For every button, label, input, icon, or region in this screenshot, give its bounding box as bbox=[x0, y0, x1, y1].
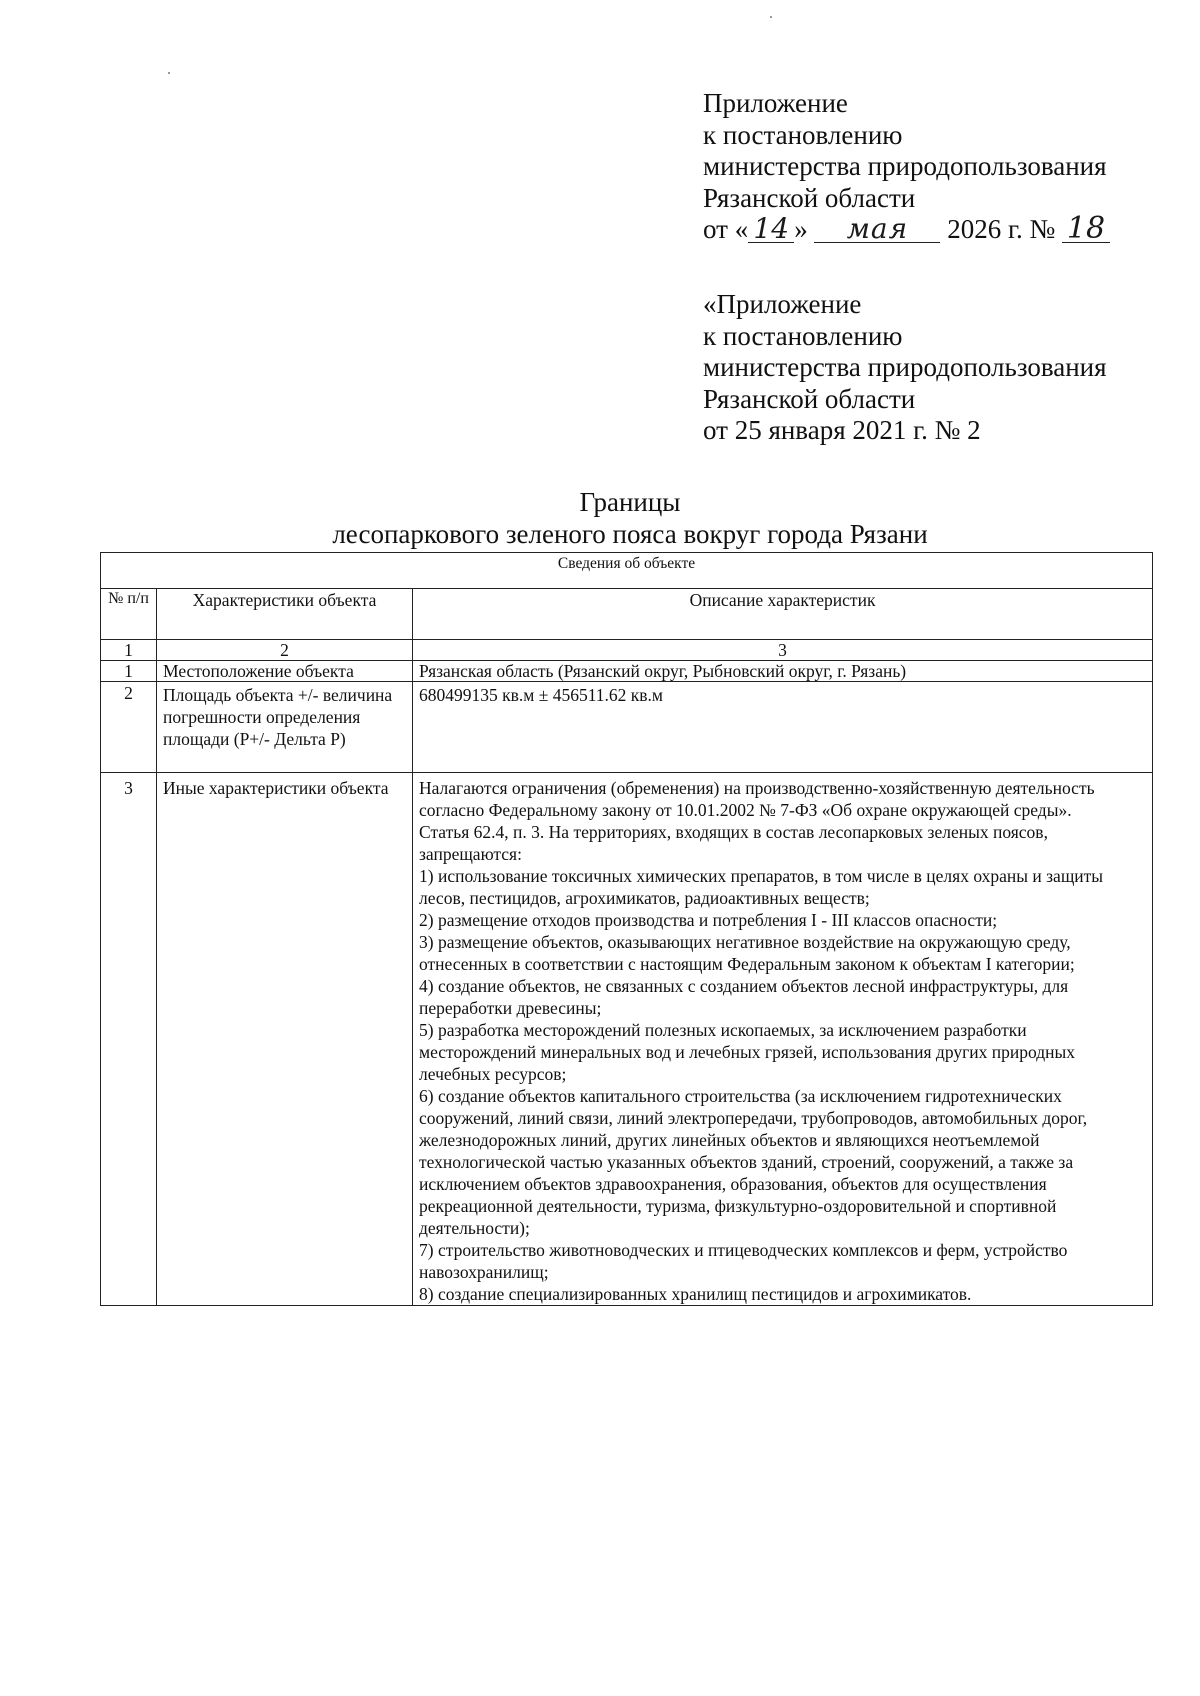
scan-speck bbox=[168, 72, 170, 74]
description-paragraph: Статья 62.4, п. 3. На территориях, входящих в состав лесопарковых зеленых поясов, запрещаются: bbox=[419, 822, 1048, 864]
document-subtitle: лесопаркового зеленого пояса вокруг города Рязани bbox=[332, 519, 928, 549]
table-header-row bbox=[101, 589, 1153, 640]
restriction-item: 3) размещение объектов, оказывающих негативное воздействие на окружающую среду, отнесенных в соответствии с настоящим Федеральным законом к объектам I категории; bbox=[419, 932, 1075, 974]
approval-line: от 25 января 2021 г. № 2 bbox=[703, 415, 981, 445]
header-description: Описание характеристик bbox=[413, 589, 1153, 640]
restriction-item: 2) размещение отходов производства и потребления I - III классов опасности; bbox=[419, 910, 998, 930]
row-characteristic: Местоположение объекта bbox=[157, 661, 413, 682]
column-number: 3 bbox=[413, 640, 1153, 661]
approval-line: к постановлению bbox=[703, 320, 903, 351]
description-paragraph: Налагаются ограничения (обременения) на производственно-хозяйственную деятельность согласно Федеральному закону от 10.01.2002 № 7-ФЗ «Об охране окружающей среды». bbox=[419, 778, 1095, 820]
table-row bbox=[101, 682, 1153, 773]
scan-speck bbox=[770, 16, 772, 18]
restriction-item: 6) создание объектов капитального строительства (за исключением гидротехнических сооружений, линий связи, линий электропередачи, трубопроводов, автомобильных дорог, железнодорожных линий, других линейных объектов и являющихся неотъемлемой технологической частью указанных объектов зданий, строений, сооружений, а также за исключением объектов здравоохранения, образования, объектов для осуществления рекреационной деятельности, туризма, физкультурно-оздоровительной и спортивной деятельности); bbox=[419, 1086, 1088, 1238]
row-characteristic: Иные характеристики объекта bbox=[157, 773, 413, 1306]
approval-line: «Приложение bbox=[703, 289, 862, 319]
table-row bbox=[101, 661, 1153, 682]
handwritten-month: мая bbox=[814, 216, 940, 243]
date-year: 2026 г. № bbox=[947, 214, 1056, 244]
restriction-item: 5) разработка месторождений полезных ископаемых, за исключением разработки месторождений минеральных вод и лечебных грязей, использования других природных лечебных ресурсов; bbox=[419, 1020, 1076, 1084]
row-description: Рязанская область (Рязанский округ, Рыбновский округ, г. Рязань) bbox=[413, 661, 1153, 682]
row-characteristic: Площадь объекта +/- величина погрешности определения площади (P+/- Дельта P) bbox=[157, 682, 413, 773]
approval-date-line bbox=[703, 211, 1110, 246]
restriction-item: 7) строительство животноводческих и птицеводческих комплексов и ферм, устройство навозохранилищ; bbox=[419, 1240, 1068, 1282]
row-description: 680499135 кв.м ± 456511.62 кв.м bbox=[413, 682, 1153, 773]
approval-line: к постановлению bbox=[703, 119, 903, 150]
table-row bbox=[101, 773, 1153, 1306]
approval-line: Рязанской области bbox=[703, 182, 916, 213]
approval-line: Приложение bbox=[703, 88, 848, 118]
table-caption-row bbox=[101, 553, 1153, 589]
header-num: № п/п bbox=[101, 589, 157, 640]
restriction-item: 4) создание объектов, не связанных с созданием объектов лесной инфраструктуры, для переработки древесины; bbox=[419, 976, 1069, 1018]
approval-block-previous bbox=[703, 289, 1107, 447]
row-number: 1 bbox=[101, 661, 157, 682]
approval-line: министерства природопользования bbox=[703, 352, 1107, 382]
row-description bbox=[413, 773, 1153, 1306]
document-title: Границы bbox=[579, 487, 681, 517]
approval-line: министерства природопользования bbox=[703, 151, 1107, 181]
restriction-item: 1) использование токсичных химических препаратов, в том числе в целях охраны и защиты лесов, пестицидов, агрохимикатов, радиоактивных веществ; bbox=[419, 866, 1104, 908]
row-number: 3 bbox=[101, 773, 157, 1306]
date-prefix: от « bbox=[703, 214, 749, 244]
column-number: 2 bbox=[157, 640, 413, 661]
column-number-row bbox=[101, 640, 1153, 661]
approval-block-current bbox=[703, 88, 1110, 246]
row-number: 2 bbox=[101, 682, 157, 773]
column-number: 1 bbox=[101, 640, 157, 661]
handwritten-number: 18 bbox=[1062, 216, 1110, 243]
object-info-table bbox=[100, 552, 1153, 1306]
table-caption: Сведения об объекте bbox=[101, 553, 1153, 589]
header-characteristic: Характеристики объекта bbox=[157, 589, 413, 640]
restriction-item: 8) создание специализированных хранилищ пестицидов и агрохимикатов. bbox=[419, 1284, 972, 1304]
approval-line: Рязанской области bbox=[703, 383, 916, 414]
date-mid: » bbox=[794, 214, 808, 244]
handwritten-day: 14 bbox=[748, 216, 794, 243]
